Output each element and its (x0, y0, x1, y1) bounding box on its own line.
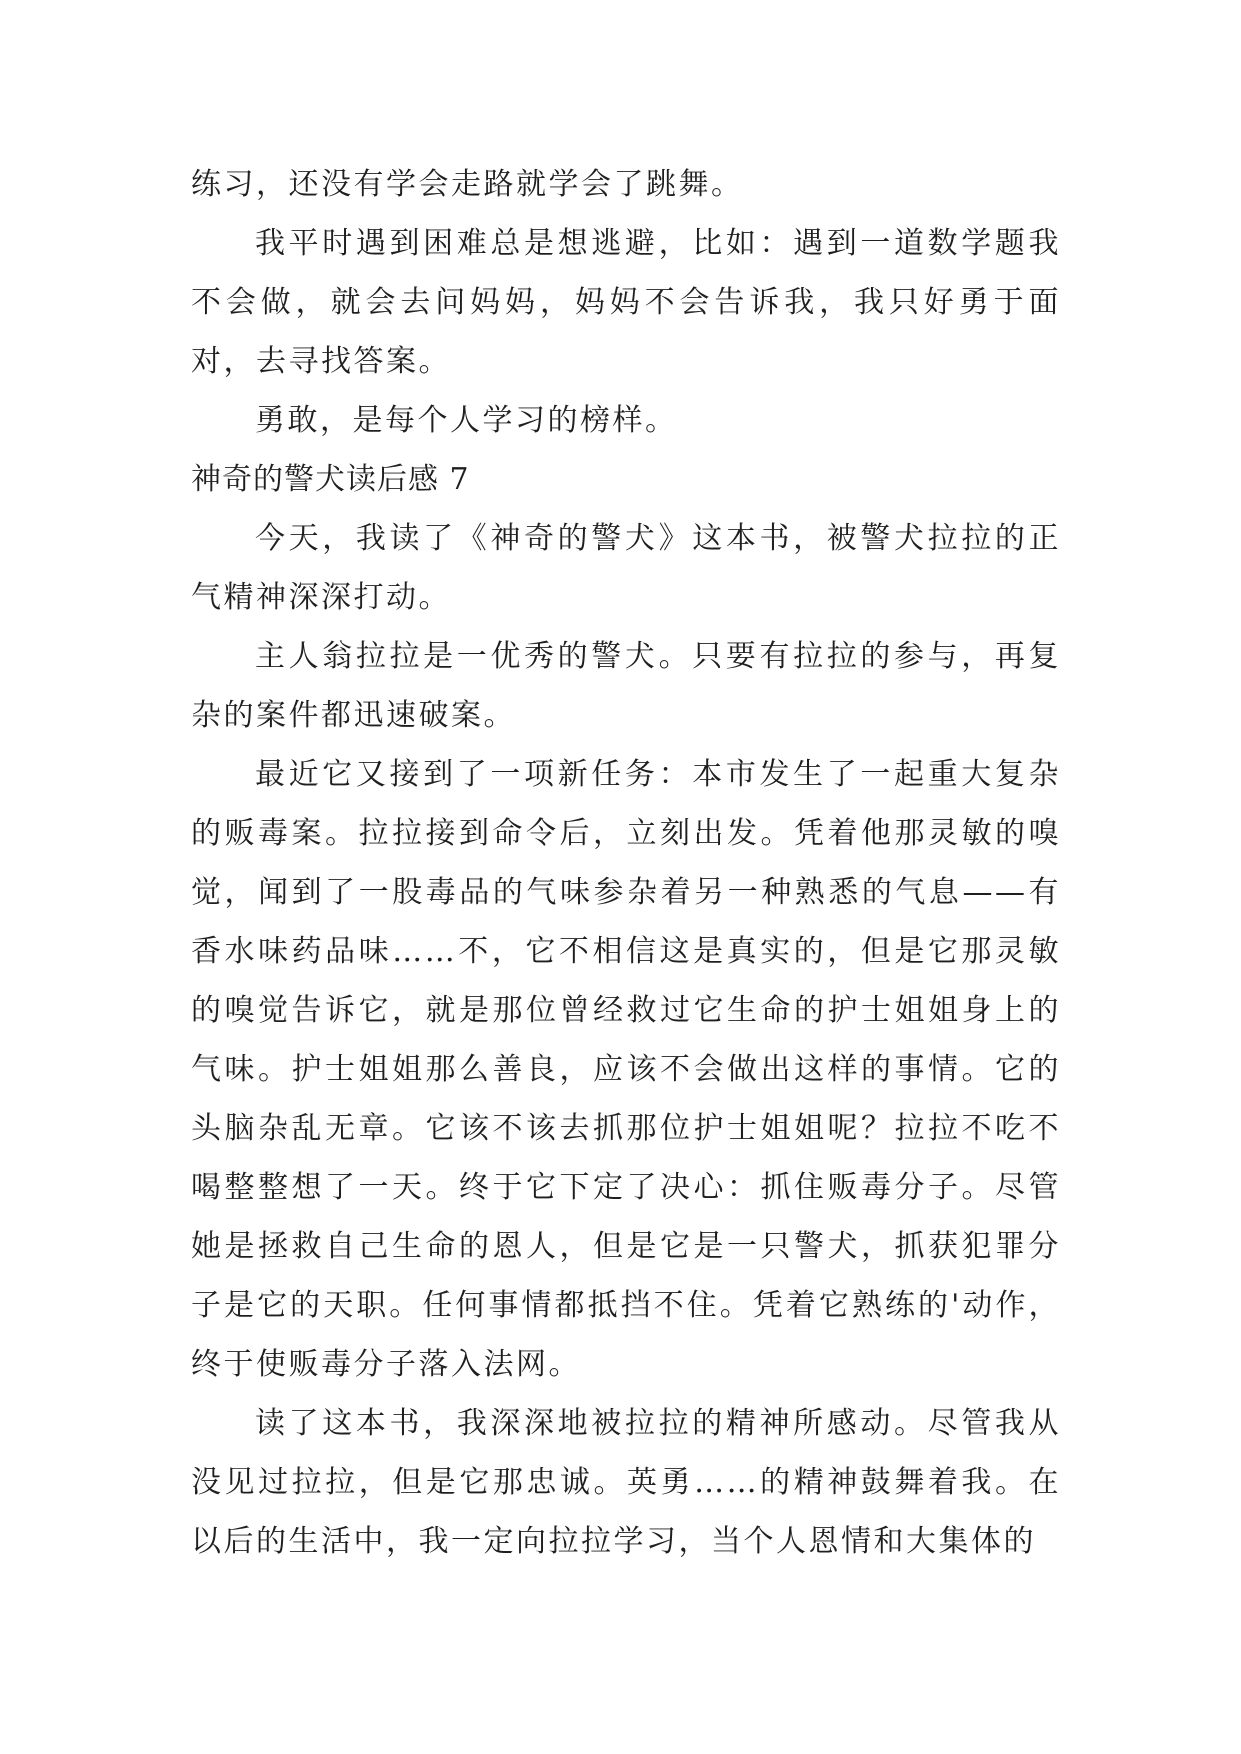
paragraph: 勇敢，是每个人学习的榜样。 (255, 403, 678, 438)
paragraph: 读了这本书，我深深地被拉拉的精神所感动。尽管我从没见过拉拉，但是它那忠诚。英勇……的精神鼓舞着我。在以后的生活中，我一定向拉拉学习，当个人恩情和大集体的 (191, 1406, 1061, 1559)
paragraph: 练习，还没有学会走路就学会了跳舞。 (191, 167, 744, 202)
paragraph: 我平时遇到困难总是想逃避，比如：遇到一道数学题我不会做，就会去问妈妈，妈妈不会告诉我，我只好勇于面对，去寻找答案。 (191, 226, 1061, 379)
paragraph: 今天，我读了《神奇的警犬》这本书，被警犬拉拉的正气精神深深打动。 (191, 521, 1061, 615)
document-body (191, 155, 1061, 1571)
paragraph: 最近它又接到了一项新任务：本市发生了一起重大复杂的贩毒案。拉拉接到命令后，立刻出发。凭着他那灵敏的嗅觉，闻到了一股毒品的气味参杂着另一种熟悉的气息——有香水味药品味……不，它不相信这是真实的，但是它那灵敏的嗅觉告诉它，就是那位曾经救过它生命的护士姐姐身上的气味。护士姐姐那么善良，应该不会做出这样的事情。它的头脑杂乱无章。它该不该去抓那位护士姐姐呢？拉拉不吃不喝整整想了一天。终于它下定了决心：抓住贩毒分子。尽管她是拯救自己生命的恩人，但是它是一只警犬，抓获犯罪分子是它的天职。任何事情都抵挡不住。凭着它熟练的'动作，终于使贩毒分子落入法网。 (191, 757, 1061, 1382)
paragraph: 主人翁拉拉是一优秀的警犬。只要有拉拉的参与，再复杂的案件都迅速破案。 (191, 639, 1061, 733)
section-heading: 神奇的警犬读后感 7 (191, 462, 470, 497)
